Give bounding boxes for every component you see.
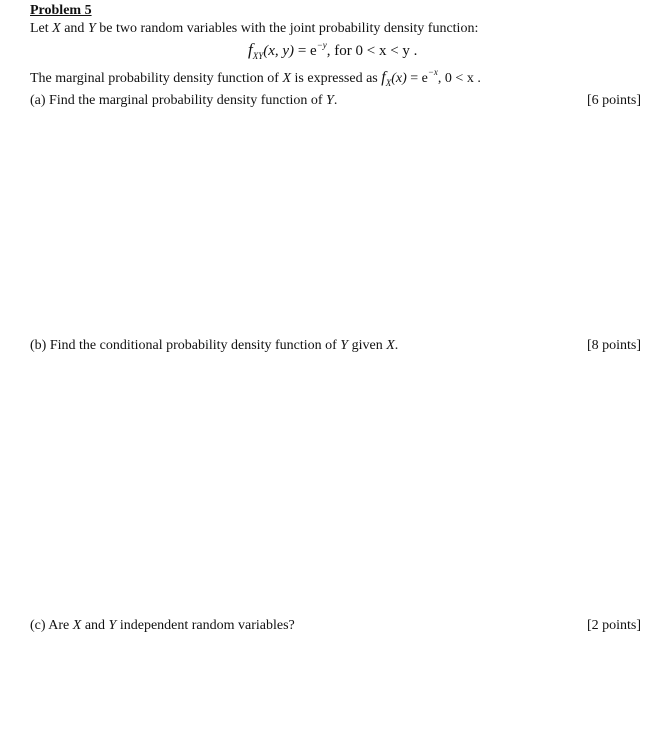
joint-f: f <box>248 40 253 59</box>
joint-exp: −y <box>316 40 327 50</box>
part-b-var2: X <box>386 338 395 353</box>
intro-text-c: be two random variables with the joint probability density function: <box>95 21 479 36</box>
part-b-end: . <box>394 338 399 353</box>
intro-text-a: Let <box>30 21 53 36</box>
part-a-end: . <box>333 93 338 108</box>
part-a-question <box>30 93 337 109</box>
joint-eq: = e <box>294 43 317 59</box>
intro-var-y: Y <box>87 21 96 36</box>
part-a-text: (a) Find the marginal probability density function of <box>30 93 327 108</box>
marginal-exp: −x <box>427 67 438 77</box>
part-b-points: [8 points] <box>586 338 641 353</box>
part-c-var: X <box>72 618 82 633</box>
marginal-tail: , 0 < x . <box>437 71 481 86</box>
intro-line <box>30 21 478 37</box>
marginal-eq: = e <box>406 71 428 86</box>
part-c-question <box>30 618 295 634</box>
part-b-var: Y <box>340 338 349 353</box>
part-a-points: [6 points] <box>586 93 641 108</box>
part-c-points: [2 points] <box>586 618 641 633</box>
problem-title: Problem 5 <box>30 3 92 18</box>
marginal-args: (x) <box>391 71 407 86</box>
joint-density-formula <box>248 40 417 60</box>
part-c-mid: and <box>81 618 109 633</box>
part-b-question <box>30 338 398 354</box>
marginal-f: f <box>381 69 386 86</box>
part-b-text: (b) Find the conditional probability density function of <box>30 338 341 353</box>
marginal-sub: X <box>385 78 392 88</box>
intro-text-b: and <box>60 21 88 36</box>
part-b-mid: given <box>348 338 387 353</box>
joint-sub: XY <box>252 51 264 61</box>
intro-var-x: X <box>52 21 61 36</box>
part-a-var: Y <box>326 93 334 108</box>
part-c-text: (c) Are <box>30 618 73 633</box>
marginal-var-x: X <box>282 71 292 86</box>
marginal-text-b: is expressed as <box>291 71 382 86</box>
part-c-end: independent random variables? <box>116 618 295 633</box>
joint-args: (x, y) <box>263 43 295 59</box>
joint-tail: , for 0 < x < y . <box>326 43 418 59</box>
marginal-line <box>30 69 481 87</box>
part-c-var2: Y <box>108 618 117 633</box>
marginal-text-a: The marginal probability density function of <box>30 71 283 86</box>
